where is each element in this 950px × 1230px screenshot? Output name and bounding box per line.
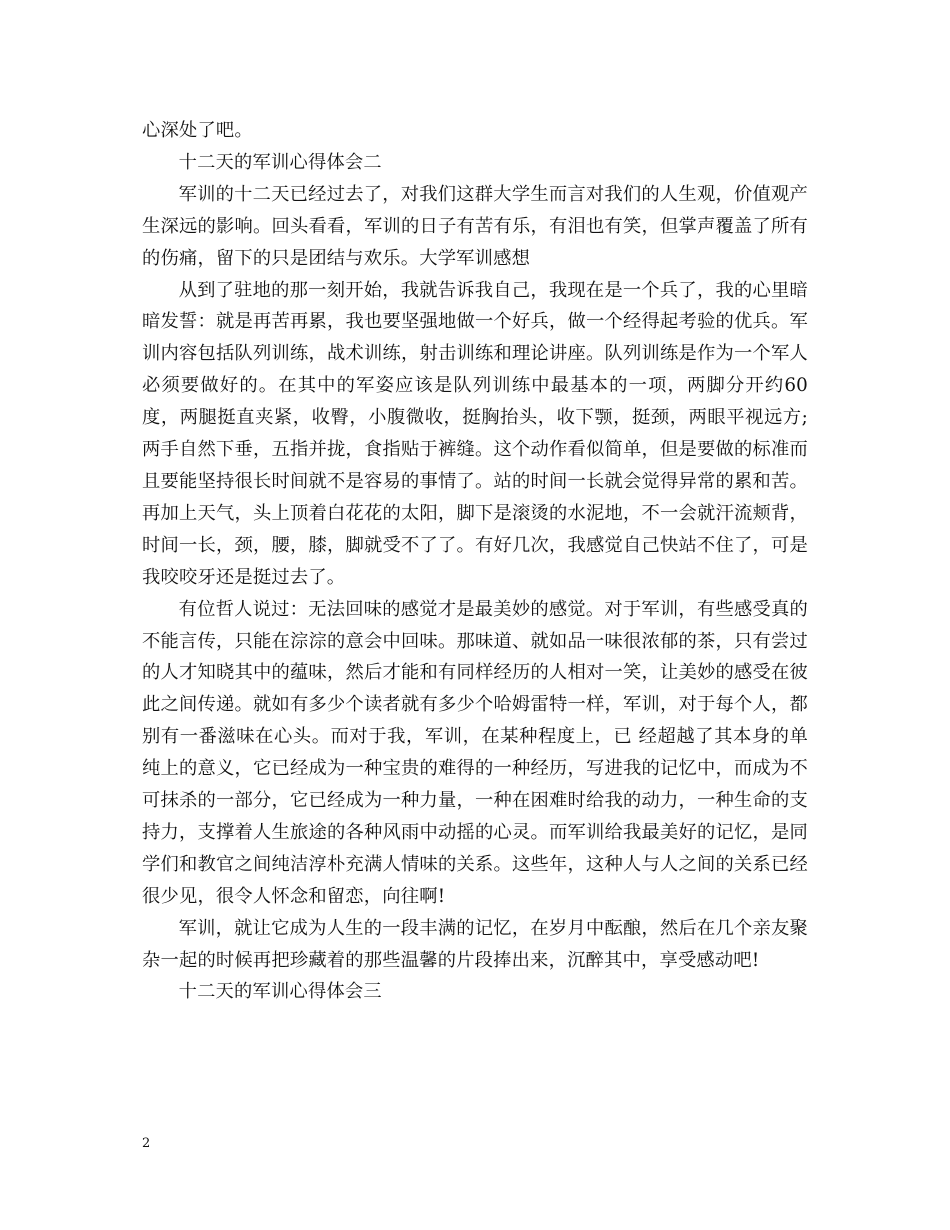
document-body — [142, 115, 808, 1008]
section-heading: 十二天的军训心得体会二 — [178, 151, 382, 173]
paragraph: 从到了驻地的那一刻开始，我就告诉我自己，我现在是一个兵了，我的心里暗暗发誓：就是再苦再累，我也要坚强地做一个好兵，做一个经得起考验的优兵。军训内容包括队列训练，战术训练，射击训练和理论讲座。队列训练是作为一个军人必须要做好的。在其中的军姿应该是队列训练中最基本的一项，两脚分开约60度，两腿挺直夹紧，收臀，小腹微收，挺胸抬头，收下颚，挺颈，两眼平视远方;两手自然下垂，五指并拢，食指贴于裤缝。这个动作看似简单，但是要做的标准而且要能坚持很长时间就不是容易的事情了。站的时间一长就会觉得异常的累和苦。再加上天气，头上顶着白花花的太阳，脚下是滚烫的水泥地，不一会就汗流颊背，时间一长，颈，腰，膝，脚就受不了了。有好几次，我感觉自己快站不住了，可是我咬咬牙还是挺过去了。 — [142, 279, 808, 588]
paragraph: 军训，就让它成为人生的一段丰满的记忆，在岁月中酝酿，然后在几个亲友聚杂一起的时候再把珍藏着的那些温馨的片段捧出来，沉醉其中，享受感动吧! — [142, 917, 808, 971]
paragraph: 有位哲人说过：无法回味的感觉才是最美妙的感觉。对于军训，有些感受真的不能言传，只能在淙淙的意会中回味。那味道、就如品一味很浓郁的茶，只有尝过的人才知晓其中的蕴味，然后才能和有同样经历的人相对一笑，让美妙的感受在彼此之间传递。就如有多少个读者就有多少个哈姆雷特一样，军训，对于每个人，都别有一番滋味在心头。而对于我，军训，在某种程度上，已 经超越了其本身的单纯上的意义，它已经成为一种宝贵的难得的一种经历，写进我的记忆中，而成为不可抹杀的一部分，它已经成为一种力量，一种在困难时给我的动力，一种生命的支持力，支撑着人生旅途的各种风雨中动摇的心灵。而军训给我最美好的记忆，是同学们和教官之间纯洁淳朴充满人情味的关系。这些年，这种人与人之间的关系已经很少见，很令人怀念和留恋，向往啊! — [142, 598, 808, 907]
page-number: 2 — [142, 1136, 151, 1151]
paragraph-continuation: 心深处了吧。 — [142, 120, 253, 141]
paragraph: 军训的十二天已经过去了，对我们这群大学生而言对我们的人生观，价值观产生深远的影响。回头看看，军训的日子有苦有乐，有泪也有笑，但掌声覆盖了所有的伤痛，留下的只是团结与欢乐。大学军训感想 — [142, 183, 808, 269]
section-heading: 十二天的军训心得体会三 — [178, 981, 382, 1003]
